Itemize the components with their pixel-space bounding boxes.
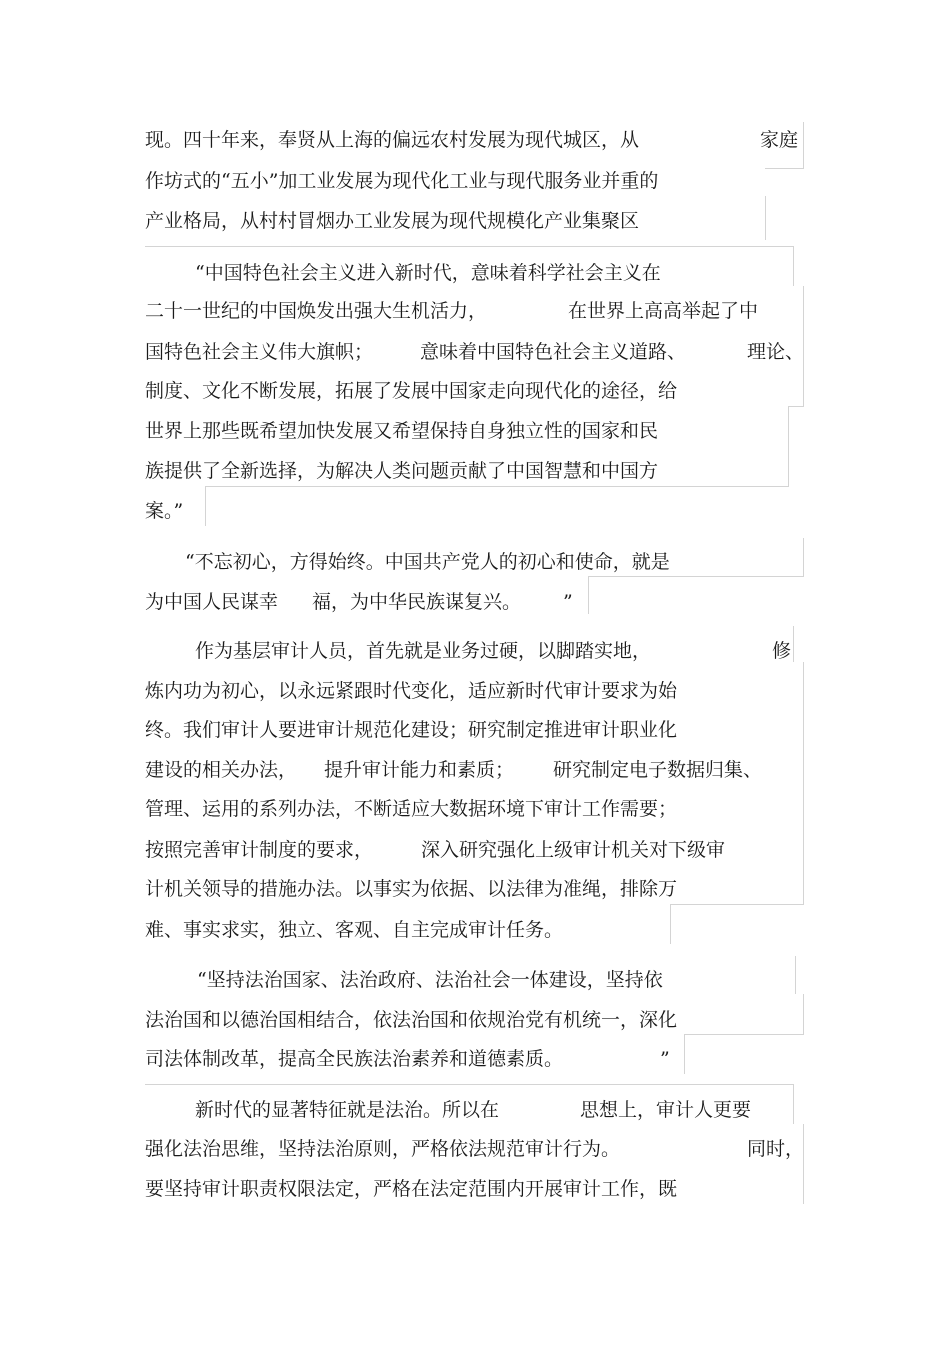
border-rule — [765, 196, 766, 240]
border-rule — [793, 1084, 794, 1124]
border-rule — [670, 904, 804, 905]
paragraph-line: 要坚持审计职责权限法定，严格在法定范围内开展审计工作，既 — [145, 1178, 678, 1200]
paragraph-line: 作为基层审计人员，首先就是业务过硬，以脚踏实地， — [195, 640, 652, 662]
border-rule — [684, 1034, 685, 1074]
border-rule — [788, 406, 789, 486]
paragraph-line: 理论、 — [747, 341, 805, 363]
paragraph-line: 作坊式的“五小”加工业发展为现代化工业与现代服务业并重的 — [145, 170, 659, 192]
paragraph-line: 意味着中国特色社会主义道路、 — [420, 341, 687, 363]
paragraph-line: “不忘初心，方得始终。中国共产党人的初心和使命，就是 — [185, 551, 670, 573]
paragraph-line: ” — [660, 1048, 670, 1070]
border-rule — [765, 168, 804, 169]
paragraph-line: 提升审计能力和素质； — [324, 759, 515, 781]
paragraph-line: 深入研究强化上级审计机关对下级审 — [421, 839, 726, 861]
paragraph-line: 法治国和以德治国相结合，依法治国和依规治党有机统一，深化 — [145, 1009, 678, 1031]
paragraph-line: 族提供了全新选择，为解决人类问题贡献了中国智慧和中国方 — [145, 460, 659, 482]
paragraph-line: ” — [563, 591, 573, 613]
paragraph-line: 案。” — [145, 500, 184, 522]
paragraph-line: 同时， — [747, 1138, 805, 1160]
border-rule — [588, 576, 589, 614]
paragraph-line: 终。我们审计人要进审计规范化建设；研究制定推进审计职业化 — [145, 719, 678, 741]
paragraph-line: 现。四十年来，奉贤从上海的偏远农村发展为现代城区，从 — [145, 129, 640, 151]
paragraph-line: 难、事实求实，独立、客观、自主完成审计任务。 — [145, 919, 564, 941]
paragraph-line: 炼内功为初心，以永远紧跟时代变化，适应新时代审计要求为始 — [145, 680, 678, 702]
border-rule — [145, 246, 793, 247]
border-rule — [205, 486, 206, 526]
paragraph-line: “中国特色社会主义进入新时代，意味着科学社会主义在 — [195, 262, 661, 284]
border-rule — [793, 626, 794, 662]
border-rule — [803, 122, 804, 168]
paragraph-line: 修 — [772, 640, 792, 662]
paragraph-line: 福，为中华民族谋复兴。 — [312, 591, 522, 613]
border-rule — [803, 662, 804, 904]
paragraph-line: 二十一世纪的中国焕发出强大生机活力， — [145, 300, 488, 322]
paragraph-line: 建设的相关办法， — [145, 759, 298, 781]
paragraph-line: 司法体制改革，提高全民族法治素养和道德素质。 — [145, 1048, 564, 1070]
paragraph-line: 制度、文化不断发展，拓展了发展中国家走向现代化的途径，给 — [145, 380, 678, 402]
paragraph-line: 为中国人民谋幸 — [145, 591, 279, 613]
paragraph-line: 家庭 — [760, 129, 799, 151]
paragraph-line: 世界上那些既希望加快发展又希望保持自身独立性的国家和民 — [145, 420, 659, 442]
border-rule — [803, 1124, 804, 1204]
border-rule — [145, 1084, 793, 1085]
border-rule — [684, 1034, 804, 1035]
border-rule — [793, 246, 794, 286]
paragraph-line: 管理、运用的系列办法，不断适应大数据环境下审计工作需要； — [145, 798, 678, 820]
paragraph-line: 计机关领导的措施办法。以事实为依据、以法律为准绳，排除万 — [145, 878, 678, 900]
paragraph-line: 按照完善审计制度的要求， — [145, 839, 374, 861]
paragraph-line: 思想上，审计人更要 — [580, 1099, 752, 1121]
paragraph-line: 在世界上高高举起了中 — [568, 300, 759, 322]
paragraph-line: “坚持法治国家、法治政府、法治社会一体建设，坚持依 — [197, 969, 663, 991]
border-rule — [803, 994, 804, 1034]
paragraph-line: 强化法治思维，坚持法治原则，严格依法规范审计行为。 — [145, 1138, 621, 1160]
border-rule — [788, 406, 804, 407]
border-rule — [803, 538, 804, 576]
paragraph-line: 新时代的显著特征就是法治。所以在 — [195, 1099, 500, 1121]
paragraph-line: 研究制定电子数据归集、 — [553, 759, 763, 781]
border-rule — [588, 576, 804, 577]
border-rule — [670, 904, 671, 944]
border-rule — [205, 486, 789, 487]
border-rule — [795, 956, 796, 994]
paragraph-line: 产业格局，从村村冒烟办工业发展为现代规模化产业集聚区 — [145, 210, 640, 232]
paragraph-line: 国特色社会主义伟大旗帜； — [145, 341, 374, 363]
